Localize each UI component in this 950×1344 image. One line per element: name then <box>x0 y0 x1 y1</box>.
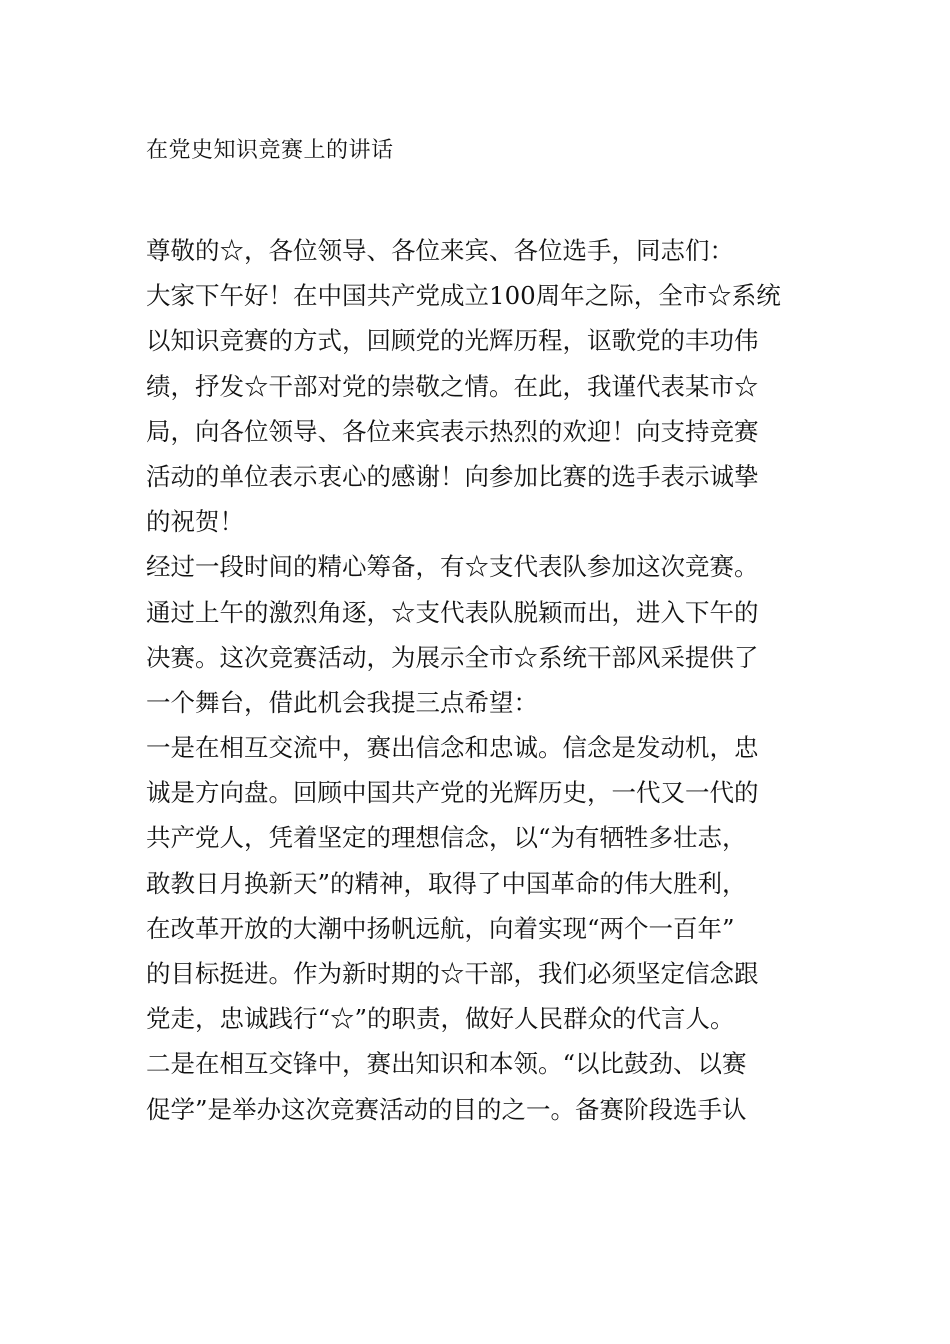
body-line: 大家下午好！在中国共产党成立100周年之际，全市☆系统 <box>146 281 781 311</box>
body-line: 的目标挺进。作为新时期的☆干部，我们必须坚定信念跟 <box>146 959 759 988</box>
document-body <box>146 228 808 1132</box>
body-line: 诚是方向盘。回顾中国共产党的光辉历史，一代又一代的 <box>146 778 759 808</box>
body-line: 党走，忠诚践行“☆”的职责，做好人民群众的代言人。 <box>146 1004 735 1034</box>
body-line: 的祝贺！ <box>146 507 244 537</box>
body-line: 局，向各位领导、各位来宾表示热烈的欢迎！向支持竞赛 <box>146 416 759 446</box>
body-line: 决赛。这次竞赛活动，为展示全市☆系统干部风采提供了 <box>146 642 759 672</box>
body-line: 以知识竞赛的方式，回顾党的光辉历程，讴歌党的丰功伟 <box>146 326 759 356</box>
body-line: 一是在相互交流中，赛出信念和忠诚。信念是发动机，忠 <box>146 733 759 763</box>
document-title: 在党史知识竞赛上的讲话 <box>146 138 394 163</box>
body-line: 通过上午的激烈角逐，☆支代表队脱颖而出，进入下午的 <box>146 597 759 627</box>
body-line: 敢教日月换新天”的精神，取得了中国革命的伟大胜利， <box>146 868 747 898</box>
body-line: 共产党人，凭着坚定的理想信念，以“为有牺牲多壮志， <box>146 823 747 853</box>
body-line: 一个舞台，借此机会我提三点希望： <box>146 687 538 717</box>
body-line: 绩，抒发☆干部对党的崇敬之情。在此，我谨代表某市☆ <box>146 371 759 401</box>
body-line: 促学”是举办这次竞赛活动的目的之一。备赛阶段选手认 <box>146 1094 747 1124</box>
body-line: 活动的单位表示衷心的感谢！向参加比赛的选手表示诚挚 <box>146 461 759 491</box>
body-line: 二是在相互交锋中，赛出知识和本领。“以比鼓劲、以赛 <box>146 1049 747 1079</box>
body-line: 尊敬的☆，各位领导、各位来宾、各位选手，同志们： <box>146 236 734 265</box>
body-line: 在改革开放的大潮中扬帆远航，向着实现“两个一百年” <box>146 913 735 943</box>
body-line: 经过一段时间的精心筹备，有☆支代表队参加这次竞赛。 <box>146 552 759 582</box>
